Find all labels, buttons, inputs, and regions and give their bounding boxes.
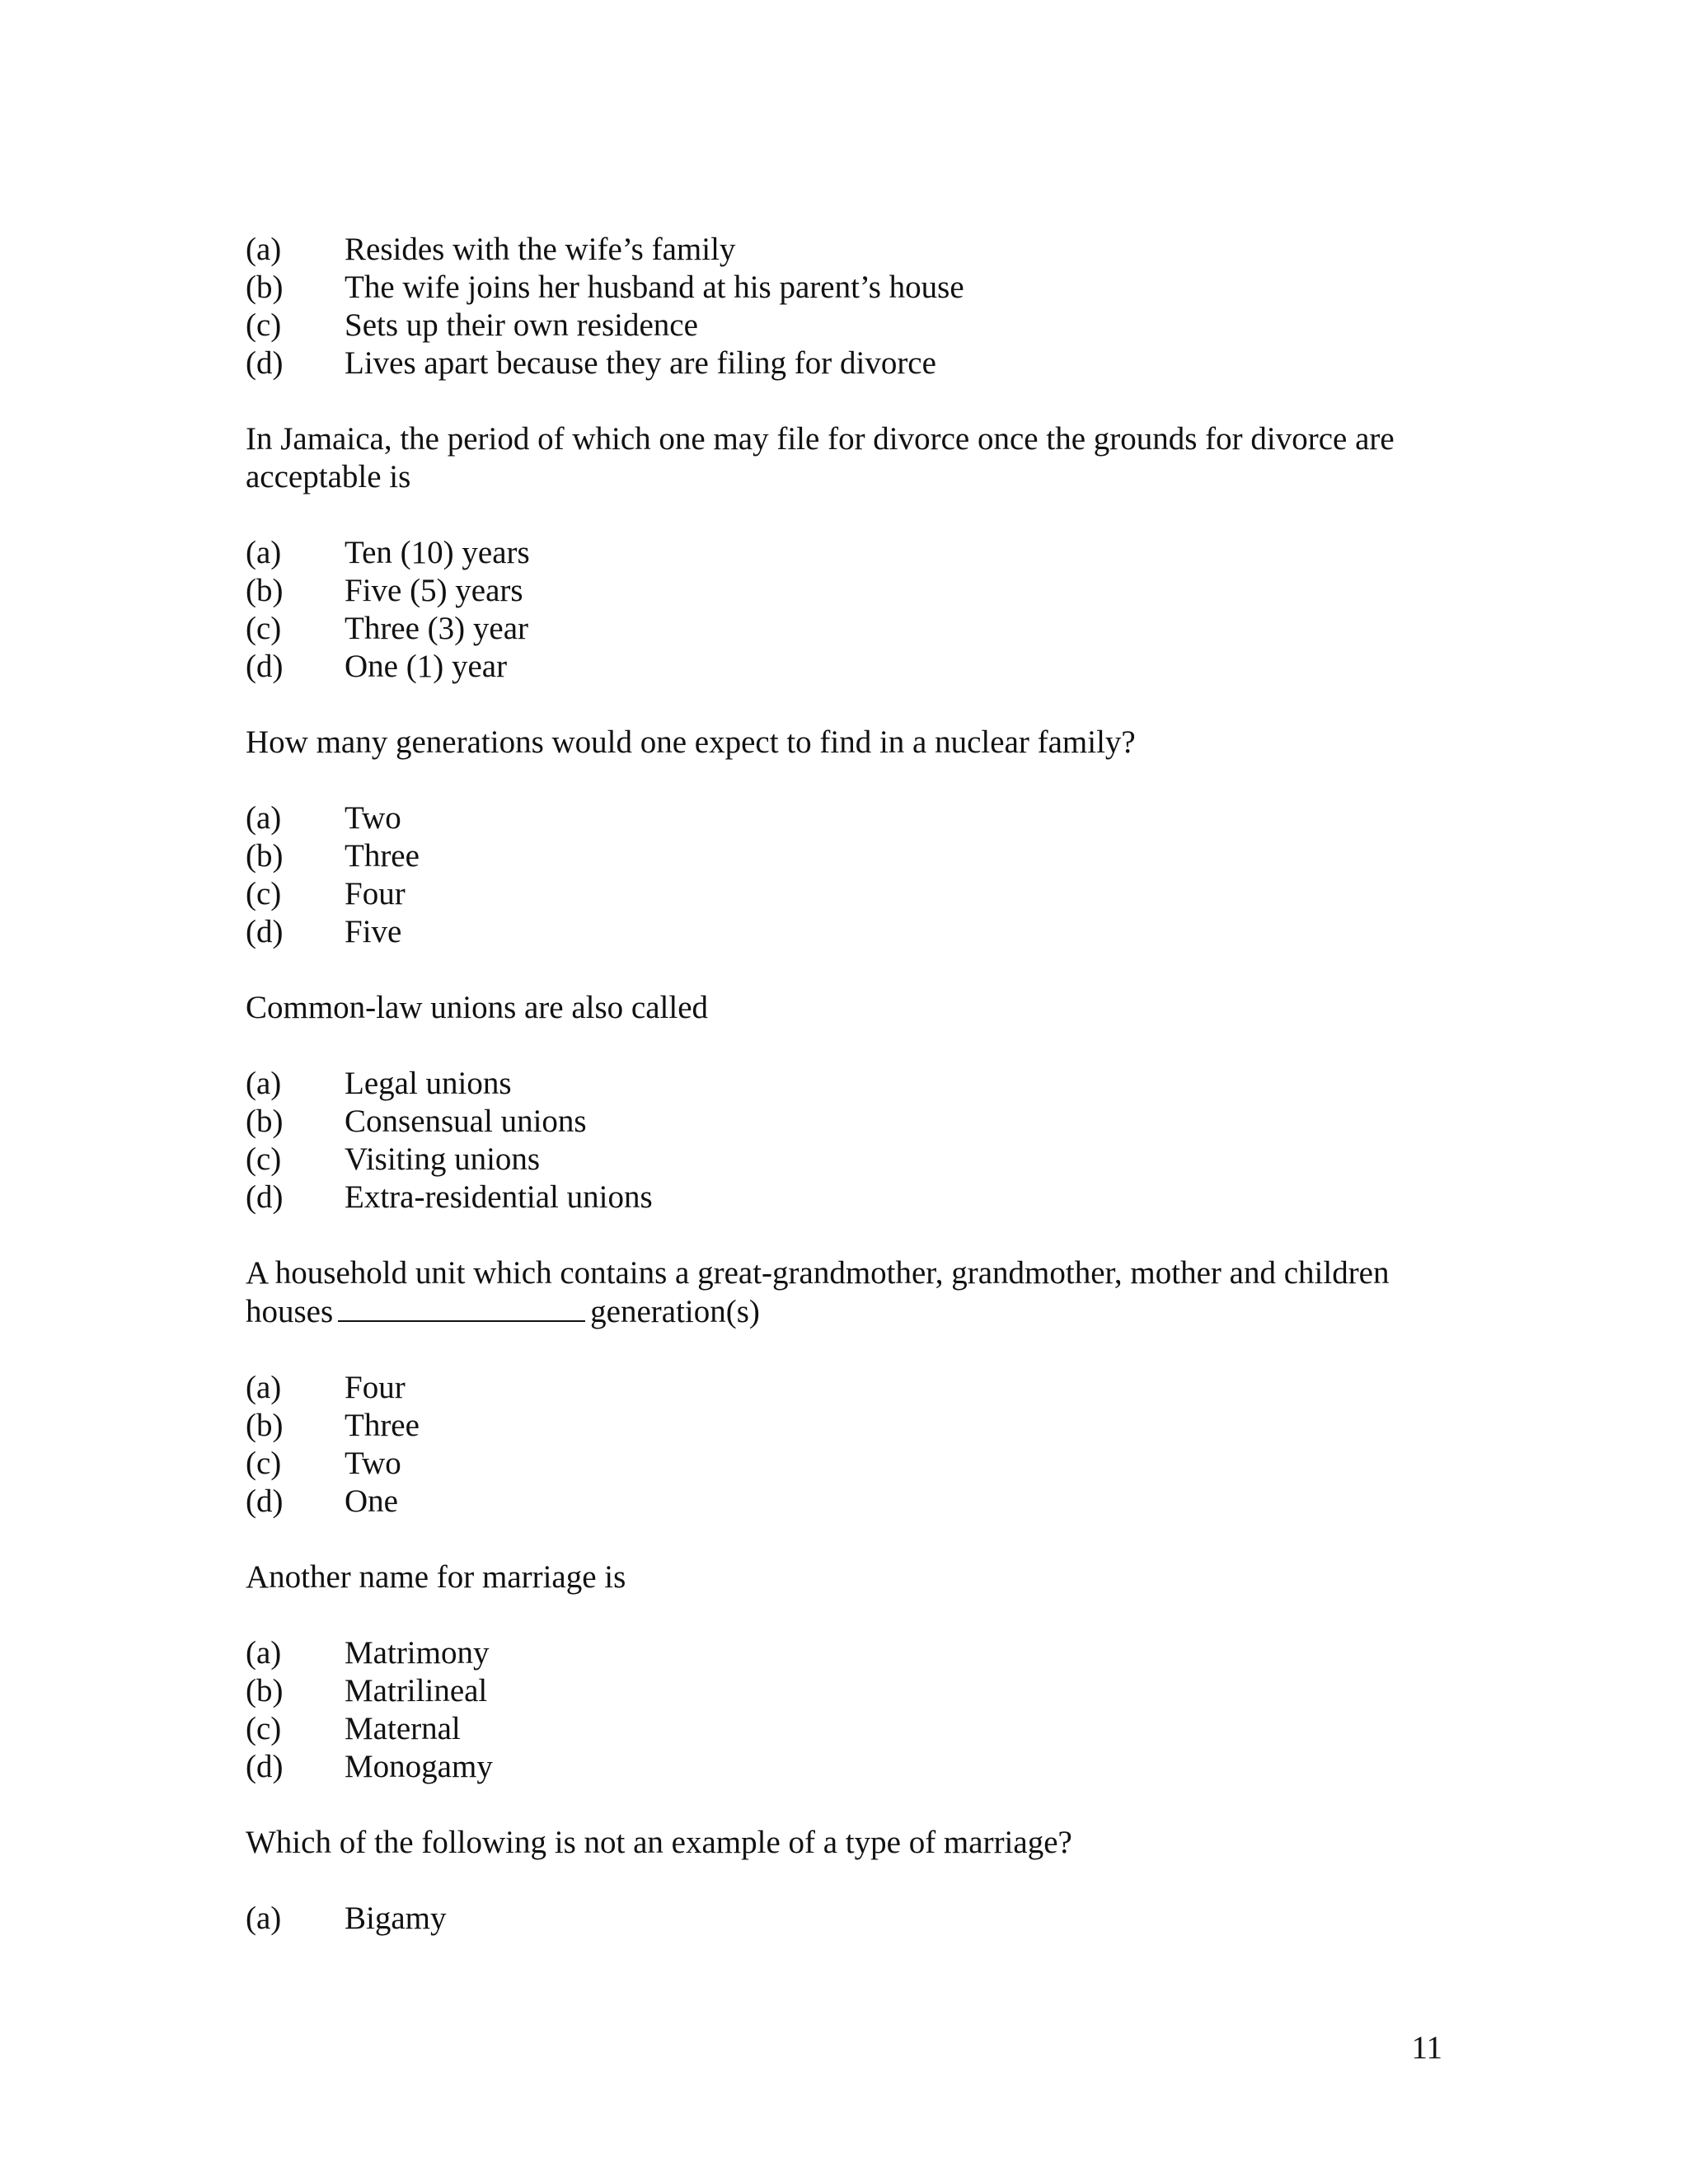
options-list-nuclear-family (246, 799, 1449, 951)
options-list-residence (246, 231, 1449, 382)
option-a (246, 1900, 1449, 1938)
option-letter: (c) (246, 876, 282, 912)
question-line: acceptable is (246, 459, 411, 494)
option-b (246, 572, 1449, 610)
option-letter: (d) (246, 345, 284, 381)
option-d (246, 913, 1449, 951)
option-text: Resides with the wife’s family (345, 232, 736, 267)
option-text: Four (345, 876, 406, 912)
option-d (246, 648, 1449, 686)
option-b (246, 837, 1449, 875)
option-text: Visiting unions (345, 1141, 541, 1177)
option-b (246, 269, 1449, 307)
question-line: A household unit which contains a great-grandmother, grandmother, mother and children (246, 1255, 1390, 1291)
option-letter: (d) (246, 914, 284, 949)
option-text: Legal unions (345, 1066, 512, 1101)
question-text-before-blank: houses (246, 1294, 334, 1329)
spacer (246, 382, 1449, 420)
options-list-common-law (246, 1065, 1449, 1216)
question-divorce-period (246, 420, 1449, 496)
options-list-divorce-period (246, 534, 1449, 686)
option-text: Two (345, 800, 401, 836)
option-a (246, 1065, 1449, 1103)
option-c (246, 1710, 1449, 1748)
question-line: In Jamaica, the period of which one may file for divorce once the grounds for divorce are (246, 421, 1395, 457)
option-text: One (345, 1483, 398, 1519)
option-letter: (d) (246, 1483, 284, 1519)
question-marriage-name: Another name for marriage is (246, 1559, 626, 1595)
option-a (246, 231, 1449, 269)
option-text: Bigamy (345, 1900, 447, 1936)
option-text: Matrimony (345, 1635, 490, 1671)
option-a (246, 1369, 1449, 1407)
option-text: Maternal (345, 1711, 461, 1746)
option-d (246, 1483, 1449, 1521)
option-letter: (b) (246, 838, 284, 874)
option-a (246, 534, 1449, 572)
option-text: Five (345, 914, 402, 949)
option-c (246, 1445, 1449, 1483)
option-d (246, 344, 1449, 382)
option-text: Two (345, 1446, 401, 1481)
spacer (246, 1862, 1449, 1900)
option-c (246, 610, 1449, 648)
answer-blank (338, 1292, 585, 1322)
question-nuclear-family: How many generations would one expect to find in a nuclear family? (246, 724, 1136, 760)
spacer (246, 1027, 1449, 1065)
spacer (246, 1331, 1449, 1369)
question-common-law: Common-law unions are also called (246, 990, 709, 1025)
option-c (246, 875, 1449, 913)
spacer (246, 496, 1449, 534)
page-content (246, 231, 1449, 1938)
option-text: Three (345, 838, 420, 874)
option-c (246, 307, 1449, 344)
option-letter: (c) (246, 1446, 282, 1481)
option-d (246, 1179, 1449, 1216)
option-letter: (c) (246, 1141, 282, 1177)
option-text: Four (345, 1370, 406, 1405)
question-text-after-blank: generation(s) (590, 1294, 760, 1329)
option-text: Five (5) years (345, 573, 523, 608)
option-letter: (a) (246, 1370, 282, 1405)
option-text: Lives apart because they are filing for divorce (345, 345, 936, 381)
option-letter: (c) (246, 611, 282, 646)
option-letter: (c) (246, 307, 282, 343)
option-letter: (a) (246, 232, 282, 267)
option-text: Three (345, 1408, 420, 1443)
spacer (246, 1596, 1449, 1634)
option-text: Extra-residential unions (345, 1179, 653, 1215)
option-text: Monogamy (345, 1749, 493, 1784)
option-letter: (d) (246, 1749, 284, 1784)
option-letter: (a) (246, 800, 282, 836)
option-letter: (b) (246, 269, 284, 305)
option-letter: (d) (246, 1179, 284, 1215)
option-text: Sets up their own residence (345, 307, 698, 343)
spacer (246, 686, 1449, 724)
option-letter: (b) (246, 1104, 284, 1139)
option-letter: (a) (246, 1066, 282, 1101)
spacer (246, 1786, 1449, 1824)
option-a (246, 1634, 1449, 1672)
option-b (246, 1407, 1449, 1445)
option-letter: (b) (246, 1408, 284, 1443)
option-letter: (a) (246, 1900, 282, 1936)
option-b (246, 1672, 1449, 1710)
option-letter: (c) (246, 1711, 282, 1746)
option-b (246, 1103, 1449, 1141)
option-text: Three (3) year (345, 611, 529, 646)
option-letter: (b) (246, 573, 284, 608)
spacer (246, 951, 1449, 989)
option-a (246, 799, 1449, 837)
option-c (246, 1141, 1449, 1179)
option-letter: (d) (246, 649, 284, 684)
spacer (246, 762, 1449, 799)
options-list-marriage-name (246, 1634, 1449, 1786)
option-text: The wife joins her husband at his parent’s house (345, 269, 964, 305)
option-letter: (a) (246, 535, 282, 570)
question-household-generations (246, 1254, 1449, 1331)
spacer (246, 1216, 1449, 1254)
options-list-marriage-type (246, 1900, 1449, 1938)
option-text: One (1) year (345, 649, 508, 684)
option-text: Matrilineal (345, 1673, 488, 1708)
option-text: Consensual unions (345, 1104, 587, 1139)
spacer (246, 1521, 1449, 1558)
question-marriage-type: Which of the following is not an example of a type of marriage? (246, 1825, 1072, 1860)
option-letter: (b) (246, 1673, 284, 1708)
page-number: 11 (1411, 2030, 1442, 2065)
option-text: Ten (10) years (345, 535, 530, 570)
options-list-household-generations (246, 1369, 1449, 1521)
option-letter: (a) (246, 1635, 282, 1671)
option-d (246, 1748, 1449, 1786)
